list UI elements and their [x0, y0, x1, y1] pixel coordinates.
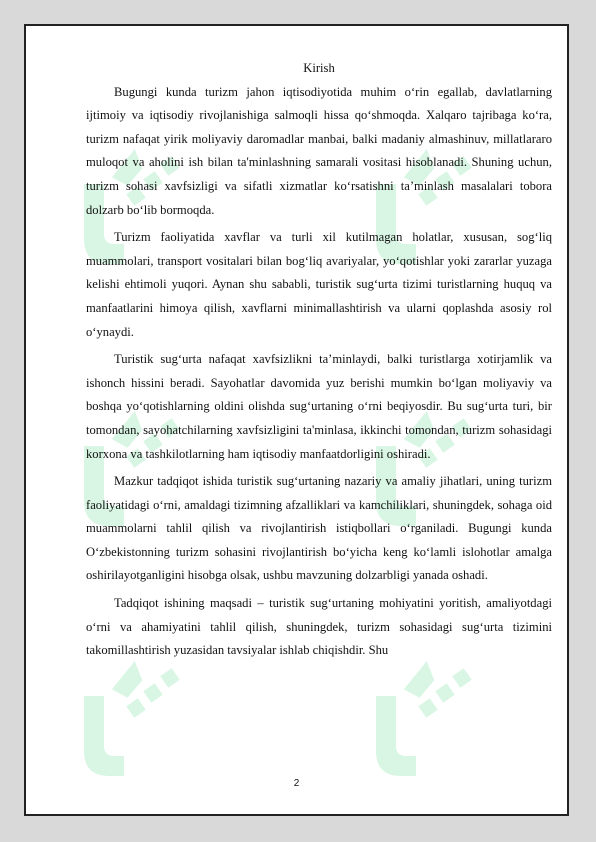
page-number: 2: [293, 778, 300, 789]
watermark-icon: [366, 656, 486, 786]
document-body: [86, 57, 552, 667]
paragraph-4: Mazkur tadqiqot ishida turistik sug‘urtaning nazariy va amaliy jihatlari, uning turizm faoliyatidagi o‘rni, amaldagi tizimning afzalliklari va kamchiliklari, shuningdek, sohaga oid muammolarni tahlil qilish va rivojlantirish istiqbollari o‘rganiladi. Bugungi kunda O‘zbekistonning turizm sohasini rivojlantirish bo‘yicha keng ko‘lamli islohotlar amalga oshirilayotganligini hisobga olsak, ushbu mavzuning dolzarbligi yanada oshadi.: [86, 474, 552, 583]
paragraph-2: Turizm faoliyatida xavflar va turli xil kutilmagan holatlar, xususan, sog‘liq muammolari, transport vositalari bilan bog‘liq avariyalar, yo‘qotishlar yoki zararlar yuzaga kelishi ehtimoli yuqori. Aynan shu sababli, turistik sug‘urta tizimi turistlarning huquq va manfaatlarini himoya qilish, xavflarni minimallashtirish va ularni qoplashda asosiy rol o‘ynaydi.: [86, 230, 552, 339]
document-title: Kirish: [303, 61, 335, 75]
paragraph-1: Bugungi kunda turizm jahon iqtisodiyotida muhim o‘rin egallab, davlatlarning ijtimoiy va iqtisodiy rivojlanishiga salmoqli hissa qo‘shmoqda. Xalqaro tajribaga ko‘ra, turizm nafaqat yirik moliyaviy daromadlar manbai, balki madaniy almashinuv, millatlararo muloqot va aholini ish bilan ta'minlashning samarali vositasi hisoblanadi. Shuning uchun, turizm sohasi xavfsizligi va sifatli xizmatlar ko‘rsatishni ta’minlash masalalari tobora dolzarb bo‘lib bormoqda.: [86, 84, 552, 217]
paragraph-3: Turistik sug‘urta nafaqat xavfsizlikni ta’minlaydi, balki turistlarga xotirjamlik va ishonch hissini beradi. Sayohatlar davomida yuz berishi mumkin bo‘lgan moliyaviy va boshqa yo‘qotishlarning oldini olishda sug‘urtaning o‘rni beqiyosdir. Bu sug‘urta turi, bir tomondan, sayohatchilarning xavfsizligini ta'minlasa, ikkinchi tomondan, turizm sohasidagi korxona va tashkilotlarning ham iqtisodiy manfaatdorligini oshiradi.: [86, 352, 552, 461]
document-page: [24, 24, 569, 816]
watermark-icon: [74, 656, 194, 786]
paragraph-5: Tadqiqot ishining maqsadi – turistik sug‘urtaning mohiyatini yoritish, amaliyotdagi o‘rni va ahamiyatini tahlil qilish, shuningdek, turizm sohasidagi sug‘urta tizimini takomillashtirish yuzasidan tavsiyalar ishlab chiqishdir. Shu: [86, 596, 552, 658]
